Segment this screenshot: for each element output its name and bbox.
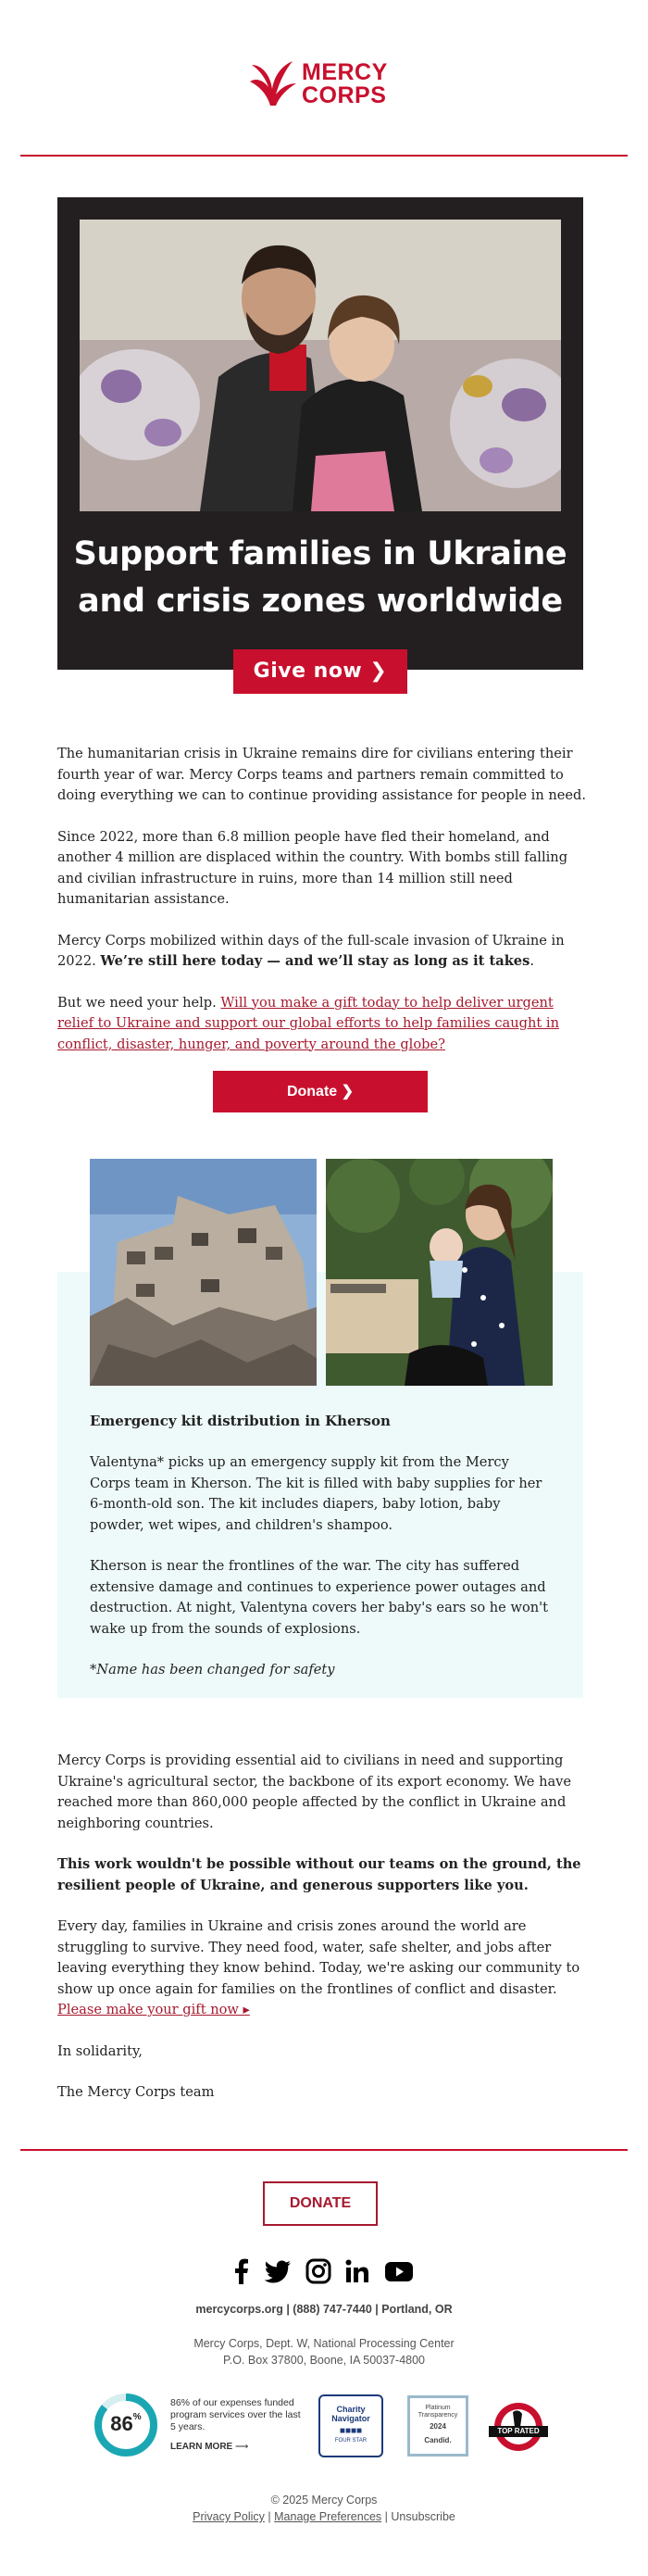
unsubscribe-link[interactable]: Unsubscribe <box>391 2510 455 2523</box>
donate-button[interactable]: Donate ❯ <box>213 1071 428 1112</box>
brand-wordmark <box>302 61 388 107</box>
father-and-daughter-image <box>80 220 561 511</box>
story-paragraph: Kherson is near the frontlines of the war. The city has suffered extensive damage and continues to experience power outages and destruction. At night, Valentyna covers her baby's ears so he won't wake up from the sounds of explosions. <box>90 1558 549 1637</box>
give-now-button[interactable]: Give now ❯ <box>233 649 407 694</box>
footer-links <box>0 2508 648 2525</box>
closing-paragraph: Mercy Corps is providing essential aid to civilians in need and supporting Ukraine's agricultural sector, the backbone of its export economy. We have reached more than 860,000 people affected by the conflict in Ukraine and neighboring countries. <box>57 1753 572 1831</box>
hero-photo <box>80 220 561 511</box>
learn-more-link[interactable] <box>170 2441 302 2453</box>
efficiency-text <box>170 2397 302 2453</box>
intro-paragraph: Since 2022, more than 6.8 million people have fled their homeland, and another 4 million are displaced within the country. With bombs still falling and civilian infrastructure in ruins, more than 14 million still need humanitarian assistance. <box>57 828 568 907</box>
candid-badge-year: 2024 <box>430 2422 446 2431</box>
intro-paragraph <box>57 931 590 973</box>
efficiency-description: 86% of our expenses funded program services over the last 5 years. <box>170 2397 301 2432</box>
intro-paragraph <box>57 993 590 1056</box>
efficiency-percent-sign: % <box>132 2412 142 2422</box>
intro-punctuation: . <box>530 953 534 969</box>
linkedin-icon[interactable] <box>344 2258 370 2284</box>
story-heading: Emergency kit distribution in Kherson <box>90 1413 391 1429</box>
brand-name-line1: MERCY <box>302 59 388 85</box>
mother-and-baby-photo <box>326 1159 553 1386</box>
candid-badge-line: Transparency <box>417 2412 458 2419</box>
closing-bold-text: This work wouldn't be possible without our teams on the ground, the resilient people of Ukraine, and generous supporters like you <box>57 1856 581 1893</box>
candid-badge-name: Candid. <box>424 2436 452 2444</box>
story-footnote: *Name has been changed for safety <box>90 1662 335 1678</box>
intro-paragraph: The humanitarian crisis in Ukraine remains dire for civilians entering their fourth year of war. Mercy Corps teams and partners remain committed to doing everything we can to continue providing assistance for people in need. <box>57 746 587 803</box>
closing-paragraph <box>57 1854 590 1896</box>
separator: | <box>268 2510 271 2523</box>
header-divider <box>20 155 628 157</box>
address-line: P.O. Box 37800, Boone, IA 50037-4800 <box>223 2354 425 2367</box>
hero-title-line1: Support families in Ukraine <box>73 535 567 572</box>
story-paragraph: Valentyna* picks up an emergency supply kit from the Mercy Corps team in Kherson. The kit is filled with baby supplies for her 6-month-old son. The kit includes diapers, baby lotion, baby powder, wet wipes, and children's shampoo. <box>90 1454 542 1533</box>
contact-text: mercycorps.org | (888) 747-7440 | Portland, OR <box>195 2303 453 2316</box>
rubble-image <box>90 1159 317 1386</box>
star-rating-icon: ■■■■ <box>339 2426 363 2436</box>
candid-seal-badge[interactable] <box>407 2395 468 2457</box>
charity-badge-line: Navigator <box>331 2414 370 2423</box>
hero-title-line2: and crisis zones worldwide <box>78 583 563 620</box>
top-rated-label: TOP RATED <box>497 2427 540 2435</box>
signature: The Mercy Corps team <box>57 2084 215 2100</box>
separator: | <box>384 2510 388 2523</box>
signoff: In solidarity, <box>57 2042 143 2059</box>
twitter-icon[interactable] <box>264 2258 292 2284</box>
footer-divider <box>20 2149 628 2151</box>
gift-appeal-link[interactable]: Will you make a gift today to help deliver urgent relief to Ukraine and support our global efforts to help families caught in conflict, disaster, hunger, and poverty around the globe? <box>57 994 559 1052</box>
closing-copy <box>57 1751 590 2104</box>
efficiency-value: 86 <box>110 2412 133 2435</box>
destroyed-building-photo <box>90 1159 317 1386</box>
intro-text: But we need your help. <box>57 994 217 1011</box>
charity-navigator-badge[interactable] <box>318 2394 383 2457</box>
hero-banner <box>57 197 583 683</box>
brand-name-line2: CORPS <box>302 82 387 108</box>
mercy-corps-logo-icon[interactable] <box>244 57 300 109</box>
contact-line <box>0 2301 648 2318</box>
youtube-icon[interactable] <box>384 2258 414 2284</box>
arrow-right-icon: ⟶ <box>235 2442 249 2452</box>
charity-badge-line: Charity <box>336 2405 366 2414</box>
hero-title <box>57 531 583 625</box>
make-gift-link[interactable]: Please make your gift now ▸ <box>57 2002 250 2017</box>
footer-donate-button[interactable]: DONATE <box>263 2181 378 2226</box>
intro-text: Mercy Corps mobilized within days of the full-scale invasion of Ukraine in 2022. <box>57 932 565 969</box>
instagram-icon[interactable] <box>305 2258 331 2284</box>
copyright: © 2025 Mercy Corps <box>270 2494 378 2507</box>
mailing-address <box>0 2335 648 2369</box>
facebook-icon[interactable] <box>231 2258 250 2284</box>
closing-text: Every day, families in Ukraine and crisis zones around the world are struggling to survive. They need food, water, safe shelter, and jobs after leaving everything they know behind. Today, we're asking our community to show up once again for families on the frontlines of conflict and disaster. <box>57 1918 580 1997</box>
manage-preferences-link[interactable]: Manage Preferences <box>274 2510 382 2523</box>
address-line: Mercy Corps, Dept. W, National Processing Center <box>193 2337 455 2350</box>
learn-more-label: LEARN MORE <box>170 2442 233 2452</box>
top-rated-badge[interactable] <box>489 2399 548 2455</box>
valentyna-image <box>326 1159 553 1386</box>
charity-badge-rating: FOUR STAR <box>334 2438 368 2444</box>
closing-paragraph <box>57 1916 590 2021</box>
privacy-policy-link[interactable]: Privacy Policy <box>193 2510 265 2523</box>
closing-punctuation: . <box>523 1877 529 1893</box>
intro-copy <box>57 744 590 1055</box>
header <box>0 57 648 113</box>
efficiency-gauge <box>93 2392 159 2458</box>
efficiency-stat <box>93 2412 159 2436</box>
intro-bold-text: We’re still here today — and we’ll stay as long as it takes <box>100 953 530 969</box>
candid-badge-line: Platinum <box>425 2405 451 2411</box>
story-copy <box>90 1452 553 1681</box>
